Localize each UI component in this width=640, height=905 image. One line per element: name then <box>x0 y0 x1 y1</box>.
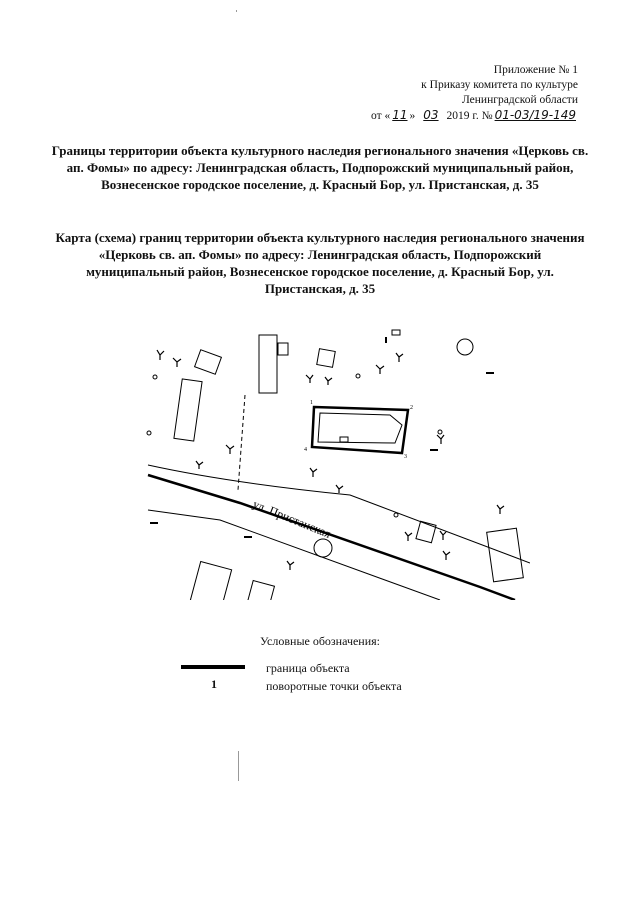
document-title: Границы территории объекта культурного наследия регионального значения «Церковь св. ап. Фомы» по адресу: Ленинградская область, Подпорожский муниципальный район, Вознесенское городское поселение, д. Красный Бор, ул. Пристанская, д. 35 <box>51 143 589 192</box>
building <box>317 349 336 368</box>
street-label: ул. Пристанская <box>250 496 333 541</box>
tree-mark <box>405 532 412 541</box>
tree-mark <box>310 468 317 477</box>
tree-mark <box>336 485 343 493</box>
tree-mark <box>376 365 384 374</box>
boundary-point-label: 2 <box>410 405 413 411</box>
marker-circle <box>356 374 360 378</box>
church-porch <box>340 437 348 442</box>
building <box>190 562 231 600</box>
marker-circle <box>438 430 442 434</box>
marker-circle <box>153 375 157 379</box>
annex-date-line: от « 11 » 03 2019 г. № 01-03/19-149 <box>370 108 576 122</box>
building <box>392 330 400 335</box>
marker-circle <box>394 513 398 517</box>
boundary-point-label: 3 <box>404 454 407 460</box>
tree-mark <box>287 561 294 570</box>
annex-order-ref: к Приказу комитета по культуре <box>421 79 578 91</box>
tree-symbol <box>314 539 332 557</box>
map-title: Карта (схема) границ территории объекта культурного наследия регионального значения «Церковь св. ап. Фомы» по адресу: Ленинградская область, Подпорожский муниципальный район, Вознесенское городское поселение, д. Красный Бор, ул. Пристанская, д. 35 <box>55 230 585 296</box>
legend-boundary-label: граница объекта <box>266 661 350 675</box>
boundary-point-label: 1 <box>310 400 313 406</box>
tree-mark <box>173 358 181 367</box>
boundary-point-label: 4 <box>304 447 307 453</box>
tree-mark <box>226 445 234 454</box>
tree-mark <box>306 375 313 383</box>
street-edge-top <box>148 465 530 563</box>
tree-mark <box>196 461 203 469</box>
scan-speck <box>238 751 239 781</box>
annex-region: Ленинградской области <box>461 94 578 106</box>
legend-boundary-line <box>181 665 245 669</box>
tree-mark <box>157 350 164 360</box>
building <box>174 379 202 441</box>
legend-point-symbol: 1 <box>211 677 217 691</box>
tree-symbol <box>457 339 473 355</box>
church-footprint <box>318 413 402 443</box>
tree-mark <box>443 551 450 560</box>
tree-mark <box>437 435 444 444</box>
legend-title: Условные обозначения: <box>259 634 381 648</box>
building <box>248 581 275 600</box>
tree-mark <box>396 353 403 362</box>
building <box>278 343 288 355</box>
street-edge-mid <box>148 475 515 600</box>
tree-mark <box>325 377 332 385</box>
territory-map <box>140 325 530 600</box>
scan-speck <box>236 10 237 12</box>
marker-circle <box>147 431 151 435</box>
handwritten-day: 11 <box>392 108 408 122</box>
footpath <box>238 395 245 490</box>
building <box>487 528 524 582</box>
building <box>416 521 436 543</box>
building <box>195 350 222 374</box>
tree-mark <box>440 531 446 540</box>
building <box>259 335 277 393</box>
handwritten-order-number: 01-03/19-149 <box>494 108 576 122</box>
tree-mark <box>497 505 504 514</box>
handwritten-month: 03 <box>423 108 439 122</box>
annex-header <box>371 63 578 124</box>
legend-point-label: поворотные точки объекта <box>266 679 402 693</box>
annex-number: Приложение № 1 <box>493 64 578 76</box>
